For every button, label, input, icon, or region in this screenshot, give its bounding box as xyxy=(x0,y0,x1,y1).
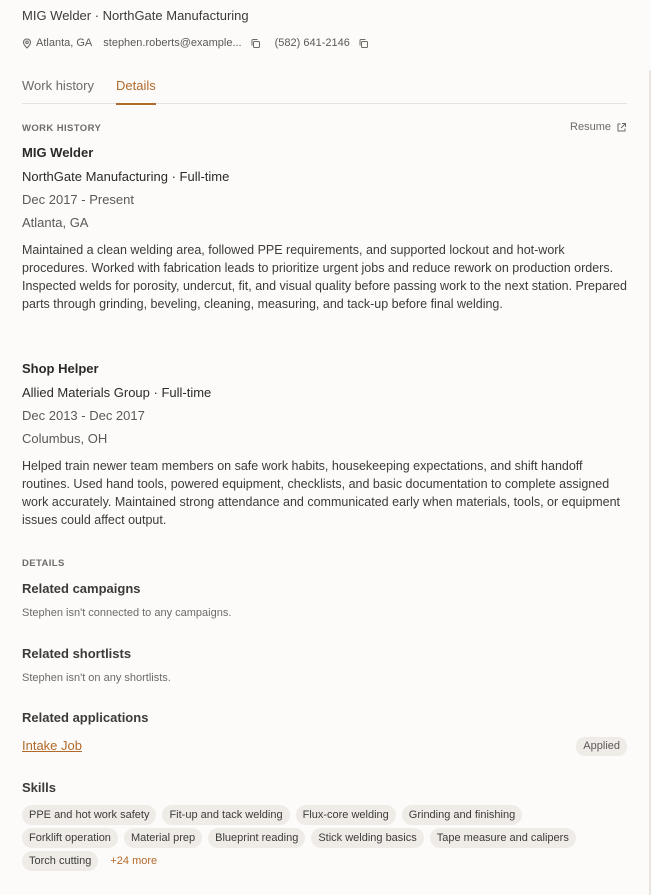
external-link-icon xyxy=(616,122,627,133)
job-title: MIG Welder xyxy=(22,145,94,160)
contact-row xyxy=(22,37,369,49)
skill-chip: Torch cutting xyxy=(22,851,98,871)
related-applications-title: Related applications xyxy=(22,710,149,725)
email xyxy=(103,37,260,49)
skills-row xyxy=(22,805,632,825)
skill-chip: Stick welding basics xyxy=(311,828,423,848)
job-location: Atlanta, GA xyxy=(22,215,89,230)
tab-bar xyxy=(22,76,627,104)
related-campaigns-title: Related campaigns xyxy=(22,581,141,596)
related-campaigns xyxy=(22,581,627,619)
skills-list xyxy=(22,805,632,874)
skill-chip: Fit-up and tack welding xyxy=(162,805,289,825)
tab-work-history[interactable]: Work history xyxy=(22,78,94,93)
candidate-subtitle: MIG Welder · NorthGate Manufacturing xyxy=(22,8,249,23)
job-location: Columbus, OH xyxy=(22,431,108,446)
skill-chip: Flux-core welding xyxy=(296,805,396,825)
skill-chip: Forklift operation xyxy=(22,828,118,848)
location xyxy=(22,37,92,49)
skill-chip: Material prep xyxy=(124,828,202,848)
related-shortlists xyxy=(22,646,627,684)
phone xyxy=(275,37,369,49)
related-applications xyxy=(22,710,627,725)
phone-text: (582) 641-2146 xyxy=(274,37,350,49)
skills-section xyxy=(22,780,627,795)
copy-email-icon[interactable] xyxy=(250,38,261,49)
details-heading: DETAILS xyxy=(22,558,65,569)
skill-chip: PPE and hot work safety xyxy=(22,805,156,825)
status-badge: Applied xyxy=(576,737,627,756)
skill-chip: Grinding and finishing xyxy=(402,805,522,825)
job-dates: Dec 2017 - Present xyxy=(22,192,135,207)
job-entry xyxy=(22,361,627,529)
location-text: Atlanta, GA xyxy=(36,37,93,49)
skills-row xyxy=(22,828,632,848)
location-pin-icon xyxy=(22,38,32,49)
skill-chip: Tape measure and calipers xyxy=(430,828,576,848)
job-description: Maintained a clean welding area, followed PPE requirements, and supported lockout and hot-work procedures. Worked with fabrication leads to prioritize urgent jobs and reduce rework on production orders. Inspected welds for porosity, undercut, fit, and visual quality before passing work to the next station. Prepared parts through grinding, beveling, cleaning, measuring, and tack-up before final welding. xyxy=(22,243,627,311)
work-history-heading: WORK HISTORY xyxy=(22,123,102,134)
job-title: Shop Helper xyxy=(22,361,99,376)
application-job-link[interactable]: Intake Job xyxy=(22,738,82,753)
job-entry xyxy=(22,145,627,313)
more-skills-button[interactable]: +24 more xyxy=(110,855,158,867)
skills-title: Skills xyxy=(22,780,56,795)
job-dates: Dec 2013 - Dec 2017 xyxy=(22,408,145,423)
job-company: NorthGate Manufacturing · Full-time xyxy=(22,169,230,184)
copy-phone-icon[interactable] xyxy=(358,38,369,49)
job-company: Allied Materials Group · Full-time xyxy=(22,385,212,400)
email-text: stephen.roberts@example... xyxy=(103,37,242,49)
resume-link[interactable] xyxy=(570,121,627,133)
related-shortlists-title: Related shortlists xyxy=(22,646,132,661)
resume-label: Resume xyxy=(570,121,611,133)
skill-chip: Blueprint reading xyxy=(208,828,305,848)
related-shortlists-empty: Stephen isn't on any shortlists. xyxy=(22,672,171,684)
tab-details[interactable]: Details xyxy=(116,76,156,104)
related-campaigns-empty: Stephen isn't connected to any campaigns. xyxy=(22,607,232,619)
skills-row xyxy=(22,851,632,871)
application-row xyxy=(22,737,627,757)
job-description: Helped train newer team members on safe work habits, housekeeping expectations, and shift handoff routines. Used hand tools, powered equipment, checklists, and basic documentation to complete assigned work accurately. Maintained strong attendance and communicated early when materials, tools, or equipment issues could affect output. xyxy=(22,459,620,527)
